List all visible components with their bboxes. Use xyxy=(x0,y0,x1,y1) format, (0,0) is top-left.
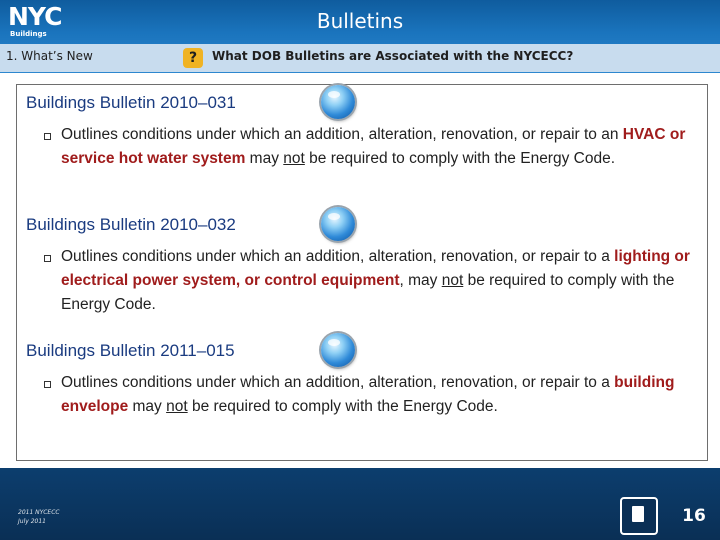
description-highlight: building envelope xyxy=(61,374,675,415)
description-text: may xyxy=(128,398,167,415)
bulletin-title: Buildings Bulletin 2010–032 xyxy=(26,215,236,234)
globe-link-icon[interactable] xyxy=(321,85,355,119)
logo-subtext: Buildings xyxy=(10,30,47,38)
description-emphasis: not xyxy=(166,398,188,415)
bulletin-title: Buildings Bulletin 2011–015 xyxy=(26,341,235,360)
question-badge: ? xyxy=(183,48,203,68)
footer-line: July 2011 xyxy=(18,518,46,525)
description-text: be required to comply with the Energy Code. xyxy=(61,272,675,313)
logo-text: NYC xyxy=(8,2,62,31)
bullet-marker xyxy=(44,255,51,262)
globe-link-icon[interactable] xyxy=(321,207,355,241)
description-text: Outlines conditions under which an addition, alteration, renovation, or repair to an xyxy=(61,126,623,143)
bullet-marker xyxy=(44,133,51,140)
description-text: be required to comply with the Energy Code. xyxy=(304,150,616,167)
description-highlight: HVAC or service hot water system xyxy=(61,126,686,167)
description-text: Outlines conditions under which an addition, alteration, renovation, or repair to a xyxy=(61,374,615,391)
description-text: may xyxy=(245,150,284,167)
slide-title: Bulletins xyxy=(316,9,404,33)
bulletin-description xyxy=(61,371,691,419)
footer-bar xyxy=(0,468,720,540)
globe-link-icon[interactable] xyxy=(321,333,355,367)
bulletin-panel xyxy=(16,84,708,461)
description-text: Outlines conditions under which an addition, alteration, renovation, or repair to a xyxy=(61,248,615,265)
document-icon[interactable] xyxy=(620,497,658,535)
footer-line: 2011 NYCECC xyxy=(18,509,60,516)
page-glyph xyxy=(632,506,644,522)
description-text: , may xyxy=(399,272,442,289)
page-number: 16 xyxy=(682,506,706,526)
description-text: be required to comply with the Energy Code. xyxy=(187,398,498,415)
bulletin-title: Buildings Bulletin 2010–031 xyxy=(26,93,236,112)
bulletin-description xyxy=(61,245,691,317)
footer-caption xyxy=(18,508,60,526)
description-emphasis: not xyxy=(441,272,464,289)
section-label[interactable]: 1. What’s New xyxy=(6,49,93,63)
bulletin-description xyxy=(61,123,691,171)
nav-question: What DOB Bulletins are Associated with the NYCECC? xyxy=(212,49,574,63)
description-highlight: lighting or electrical power system, or control equipment xyxy=(61,248,690,289)
description-emphasis: not xyxy=(283,150,305,167)
nav-bar xyxy=(0,44,720,72)
bullet-marker xyxy=(44,381,51,388)
